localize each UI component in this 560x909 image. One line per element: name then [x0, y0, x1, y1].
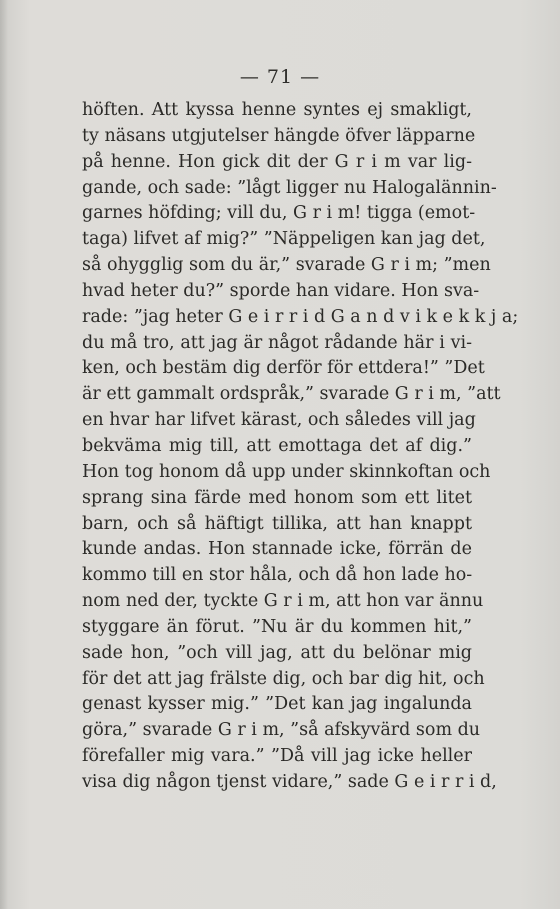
page-gutter-shadow [0, 0, 8, 909]
text-line: förefaller mig vara.” ”Då vill jag icke heller [82, 746, 472, 767]
text-line: garnes höfding; vill du, G r i m! tigga (emot- [82, 203, 476, 224]
text-line: kunde andas. Hon stannade icke, förrän de [82, 539, 472, 560]
text-line: är ett gammalt ordspråk,” svarade G r i m, ”att [82, 384, 501, 405]
text-line: genast kysser mig.” ”Det kan jag ingalunda [82, 694, 472, 715]
text-line: visa dig någon tjenst vidare,” sade G e i r r i d, [82, 771, 497, 792]
text-line: ken, och bestäm dig derför för ettdera!” ”Det [82, 358, 485, 379]
text-line: på henne. Hon gick dit der G r i m var lig- [82, 151, 472, 172]
text-line: för det att jag frälste dig, och bar dig hit, och [82, 668, 485, 689]
text-line: styggare än förut. ”Nu är du kommen hit,” [82, 616, 472, 637]
text-line: rade: ”jag heter G e i r r i d G a n d v i k e k k j a; [82, 306, 519, 327]
text-line: göra,” svarade G r i m, ”så afskyvärd som du [82, 720, 481, 741]
body-text [82, 98, 519, 796]
page-number: — 71 — [239, 66, 321, 88]
text-line: ty näsans utgjutelser hängde öfver läpparne [82, 125, 476, 146]
text-line: höften. Att kyssa henne syntes ej smakligt, [82, 100, 472, 120]
text-line: gande, och sade: ”lågt ligger nu Halogalännin- [82, 177, 497, 198]
text-line: barn, och så häftigt tillika, att han knappt [82, 513, 472, 534]
text-line: Hon tog honom då upp under skinnkoftan och [82, 461, 491, 482]
text-line: kommo till en stor håla, och då hon lade ho- [82, 565, 473, 586]
text-line: hvad heter du?” sporde han vidare. Hon sva- [82, 280, 480, 301]
text-line: du må tro, att jag är något rådande här i vi- [82, 332, 472, 353]
text-line: bekväma mig till, att emottaga det af dig.” [82, 435, 472, 456]
text-line: nom ned der, tyckte G r i m, att hon var ännu [82, 591, 484, 612]
text-line: så ohygglig som du är,” svarade G r i m; ”men [82, 255, 491, 276]
text-line: sade hon, ”och vill jag, att du belönar mig [82, 642, 472, 663]
text-line: en hvar har lifvet kärast, och således vill jag [82, 410, 476, 431]
text-line: sprang sina färde med honom som ett litet [82, 487, 472, 508]
text-line: taga) lifvet af mig?” ”Näppeligen kan jag det, [82, 229, 486, 250]
